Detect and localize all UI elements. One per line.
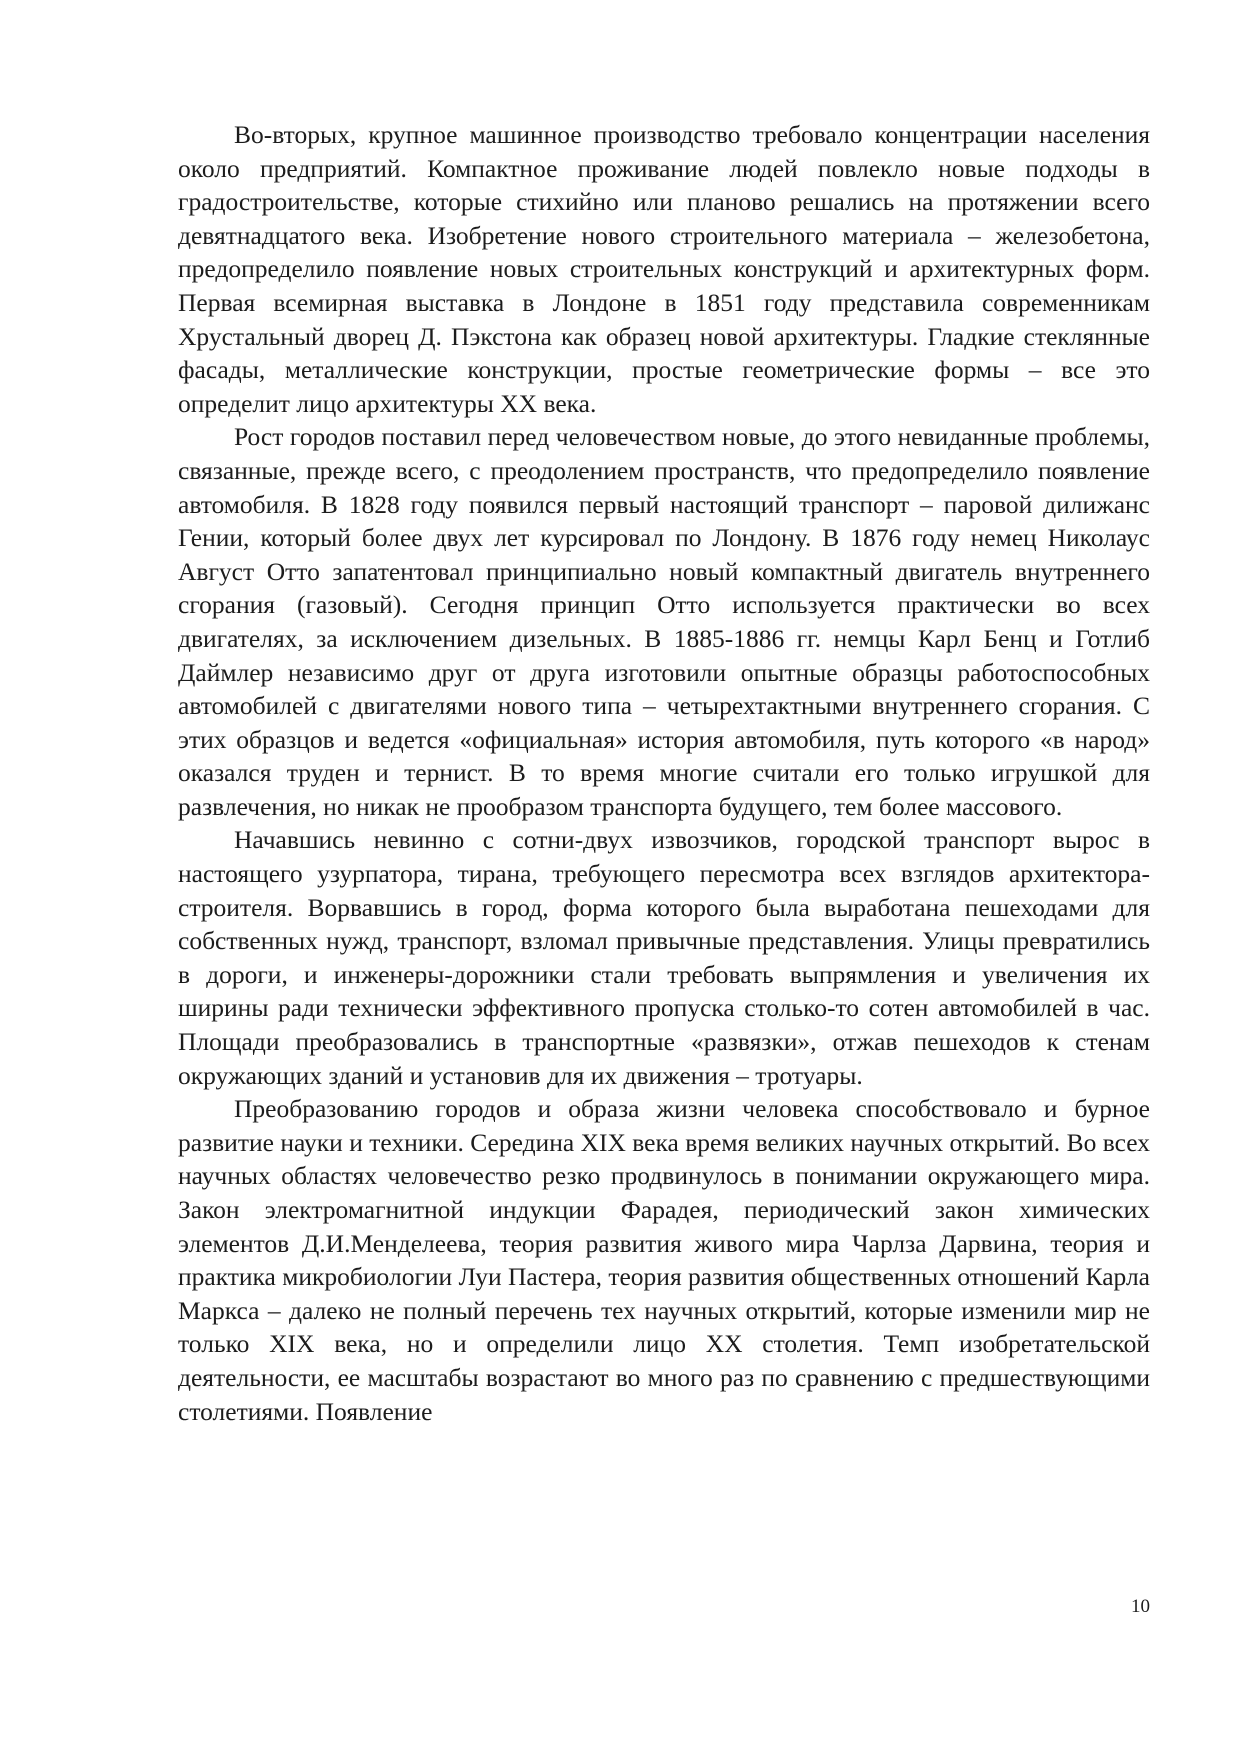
- paragraph-3: Начавшись невинно с сотни-двух извозчиков, городской транспорт вырос в настоящего узурпатора, тирана, требующего пересмотра всех взглядов архитектора-строителя. Ворвавшись в город, форма которого была выработана пешеходами для собственных нужд, транспорт, взломал привычные представления. Улицы превратились в дороги, и инженеры-дорожники стали требовать выпрямления и увеличения их ширины ради технически эффективного пропуска столько-то сотен автомобилей в час. Площади преобразовались в транспортные «развязки», отжав пешеходов к стенам окружающих зданий и установив для их движения – тротуары.: [178, 825, 1150, 1090]
- body-text: [178, 118, 1150, 1428]
- paragraph-2: Рост городов поставил перед человечеством новые, до этого невиданные проблемы, связанные, прежде всего, с преодолением пространств, что предопределило появление автомобиля. В 1828 году появился первый настоящий транспорт – паровой дилижанс Гении, который более двух лет курсировал по Лондону. В 1876 году немец Николаус Август Отто запатентовал принципиально новый компактный двигатель внутреннего сгорания (газовый). Сегодня принцип Отто используется практически во всех двигателях, за исключением дизельных. В 1885-1886 гг. немцы Карл Бенц и Готлиб Даймлер независимо друг от друга изготовили опытные образцы работоспособных автомобилей с двигателями нового типа – четырехтактными внутреннего сгорания. С этих образцов и ведется «официальная» история автомобиля, путь которого «в народ» оказался труден и тернист. В то время многие считали его только игрушкой для развлечения, но никак не прообразом транспорта будущего, тем более массового.: [178, 422, 1150, 821]
- paragraph-1: Во-вторых, крупное машинное производство требовало концентрации населения около предприятий. Компактное проживание людей повлекло новые подходы в градостроительстве, которые стихийно или планово решались на протяжении всего девятнадцатого века. Изобретение нового строительного материала – железобетона, предопределило появление новых строительных конструкций и архитектурных форм. Первая всемирная выставка в Лондоне в 1851 году представила современникам Хрустальный дворец Д. Пэкстона как образец новой архитектуры. Гладкие стеклянные фасады, металлические конструкции, простые геометрические формы – все это определит лицо архитектуры XX века.: [178, 120, 1150, 418]
- page-number: 10: [1131, 1596, 1150, 1617]
- paragraph-4: Преобразованию городов и образа жизни человека способствовало и бурное развитие науки и техники. Середина XIX века время великих научных открытий. Во всех научных областях человечество резко продвинулось в понимании окружающего мира. Закон электромагнитной индукции Фарадея, периодический закон химических элементов Д.И.Менделеева, теория развития живого мира Чарлза Дарвина, теория и практика микробиологии Луи Пастера, теория развития общественных отношений Карла Маркса – далеко не полный перечень тех научных открытий, которые изменили мир не только XIX века, но и определили лицо XX столетия. Темп изобретательской деятельности, ее масштабы возрастают во много раз по сравнению с предшествующими столетиями. Появление: [178, 1094, 1150, 1426]
